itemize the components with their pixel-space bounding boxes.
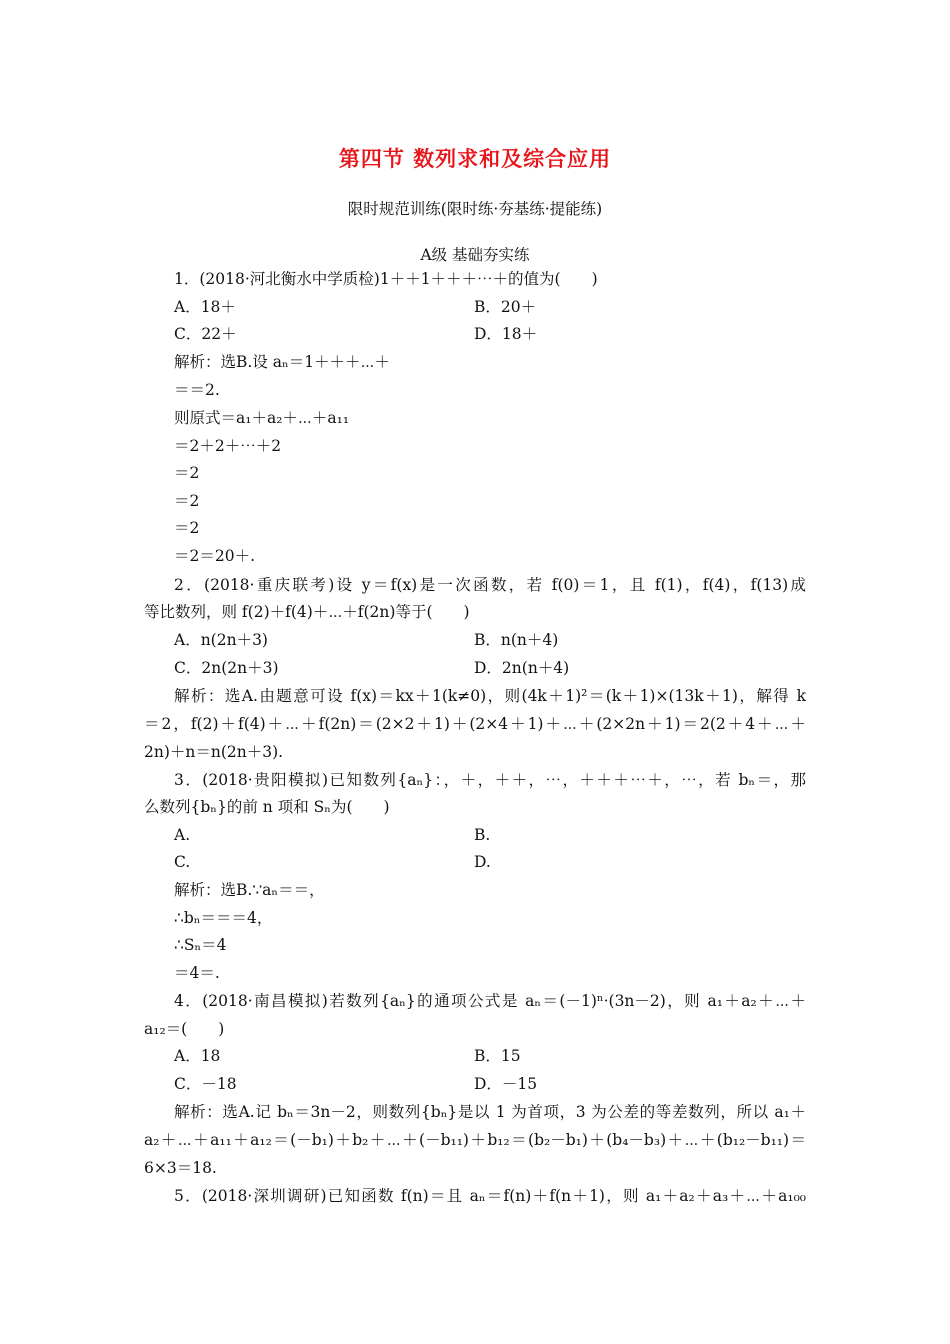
question-2: 2．(2018·重庆联考)设 y＝f(x)是一次函数，若 f(0)＝1，且 f(1)，f(4)，f(13)成	[174, 576, 806, 594]
q4-option-a: A．18	[174, 1047, 221, 1065]
q3-solution-line: 解析：选B.∵aₙ＝＝，	[174, 881, 325, 899]
q1-solution-line: ＝2	[174, 492, 200, 510]
q1-option-b: B．20＋	[474, 298, 537, 316]
q1-solution-line: ＝2	[174, 464, 200, 482]
q2-solution-line: 2n)＋n＝n(2n＋3).	[144, 743, 284, 761]
q4-solution-line: 6×3＝18.	[144, 1159, 217, 1177]
question-2-cont: 等比数列，则 f(2)＋f(4)＋⋯＋f(2n)等于( )	[144, 603, 470, 621]
question-5: 5．(2018·深圳调研)已知函数 f(n)＝且 aₙ＝f(n)＋f(n＋1)，则 a₁＋a₂＋a₃＋⋯＋a₁₀₀	[174, 1187, 806, 1205]
q1-solution-line: 解析：选B.设 aₙ＝1＋＋＋⋯＋	[174, 353, 391, 371]
q3-option-c: C.	[174, 853, 191, 871]
q1-solution-line: ＝2＋2＋⋯＋2	[174, 437, 282, 455]
q2-option-a: A．n(2n＋3)	[174, 631, 268, 649]
question-3: 3．(2018·贵阳模拟)已知数列{aₙ}：，＋，＋＋，⋯，＋＋＋⋯＋，⋯，若 bₙ＝，那	[174, 771, 806, 789]
q1-solution-line: ＝2＝20＋.	[174, 547, 256, 565]
q3-option-b: B.	[474, 826, 491, 844]
question-3-cont: 么数列{bₙ}的前 n 项和 Sₙ为( )	[144, 798, 390, 816]
q4-option-c: C．－18	[174, 1075, 237, 1093]
q3-option-a: A.	[174, 826, 191, 844]
practice-subtitle: 限时规范训练(限时练·夯基练·提能练)	[347, 200, 603, 218]
q1-solution-line: ＝2	[174, 519, 200, 537]
q3-solution-line: ∴Sₙ＝4	[174, 936, 227, 954]
q3-option-d: D.	[474, 853, 491, 871]
q2-option-b: B．n(n＋4)	[474, 631, 559, 649]
q2-solution-line: 解析：选A.由题意可设 f(x)＝kx＋1(k≠0)，则(4k＋1)²＝(k＋1)×(13k＋1)，解得 k	[174, 687, 806, 705]
question-4-cont: a₁₂＝( )	[144, 1020, 225, 1038]
q1-solution-line: 则原式＝a₁＋a₂＋⋯＋a₁₁	[174, 409, 350, 427]
q2-solution-line: ＝2，f(2)＋f(4)＋⋯＋f(2n)＝(2×2＋1)＋(2×4＋1)＋⋯＋(2×2n＋1)＝2(2＋4＋⋯＋	[144, 715, 806, 733]
q1-option-c: C．22＋	[174, 325, 237, 343]
question-4: 4．(2018·南昌模拟)若数列{aₙ}的通项公式是 aₙ＝(－1)ⁿ·(3n－2)，则 a₁＋a₂＋⋯＋	[174, 992, 806, 1010]
q4-option-d: D．－15	[474, 1075, 538, 1093]
q4-solution-line: 解析：选A.记 bₙ＝3n－2，则数列{bₙ}是以 1 为首项，3 为公差的等差数列，所以 a₁＋	[174, 1103, 806, 1121]
q3-solution-line: ∴bₙ＝＝＝4，	[174, 909, 273, 927]
q1-solution-line: ＝＝2.	[174, 381, 220, 399]
q2-option-c: C．2n(2n＋3)	[174, 659, 279, 677]
q1-option-a: A．18＋	[174, 298, 236, 316]
section-title: 第四节 数列求和及综合应用	[338, 147, 612, 171]
level-heading: A级 基础夯实练	[420, 246, 530, 264]
q4-solution-line: a₂＋⋯＋a₁₁＋a₁₂＝(－b₁)＋b₂＋⋯＋(－b₁₁)＋b₁₂＝(b₂－b₁)＋(b₄－b₃)＋⋯＋(b₁₂－b₁₁)＝	[144, 1131, 806, 1149]
q2-option-d: D．2n(n＋4)	[474, 659, 570, 677]
q4-option-b: B．15	[474, 1047, 521, 1065]
q3-solution-line: ＝4＝.	[174, 964, 220, 982]
question-1: 1．(2018·河北衡水中学质检)1＋＋1＋＋＋⋯＋的值为( )	[174, 270, 598, 288]
q1-option-d: D．18＋	[474, 325, 538, 343]
